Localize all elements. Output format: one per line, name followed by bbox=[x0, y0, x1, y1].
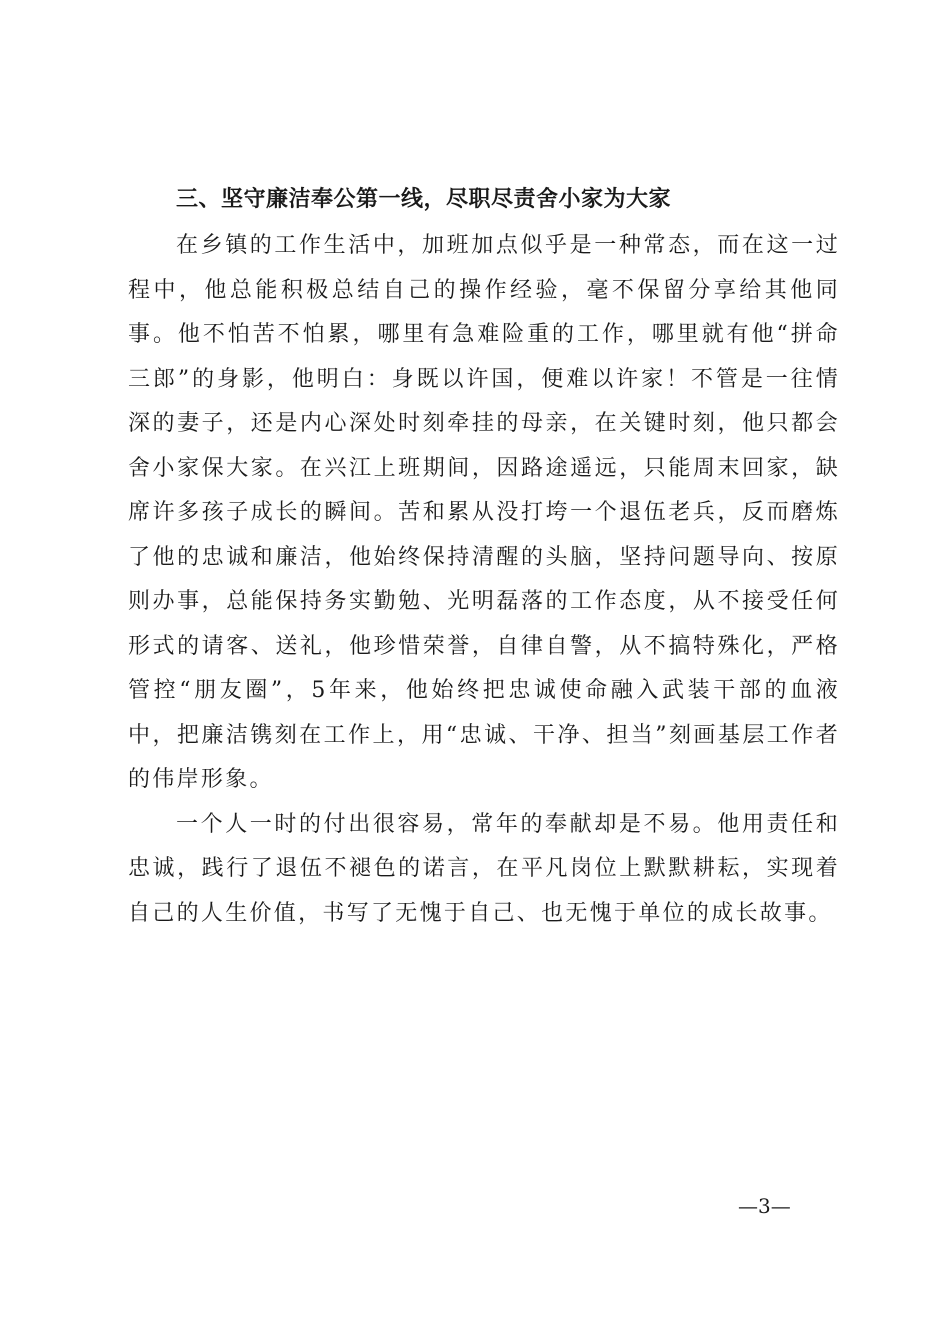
section-heading: 三、坚守廉洁奉公第一线，尽职尽责舍小家为大家 bbox=[176, 187, 672, 212]
body-paragraph: 在乡镇的工作生活中，加班加点似乎是一种常态，而在这一过程中，他总能积极总结自己的操作经验，毫不保留分享给其他同事。他不怕苦不怕累，哪里有急难险重的工作，哪里就有他“拼命三郎”的身影，他明白：身既以许国，便难以许家！不管是一往情深的妻子，还是内心深处时刻牵挂的母亲，在关键时刻，他只都会舍小家保大家。在兴江上班期间，因路途遥远，只能周末回家，缺席许多孩子成长的瞬间。苦和累从没打垮一个退伍老兵，反而磨炼了他的忠诚和廉洁，他始终保持清醒的头脑，坚持问题导向、按原则办事，总能保持务实勤勉、光明磊落的工作态度，从不接受任何形式的请客、送礼，他珍惜荣誉，自律自警，从不搞特殊化，严格管控“朋友圈”，5年来，他始终把忠诚使命融入武装干部的血液中，把廉洁镌刻在工作上，用“忠诚、干净、担当”刻画基层工作者的伟岸形象。 bbox=[128, 233, 840, 792]
page-number: —3— bbox=[738, 1194, 791, 1218]
document-body bbox=[128, 178, 840, 936]
body-paragraph: 一个人一时的付出很容易，常年的奉献却是不易。他用责任和忠诚，践行了退伍不褪色的诺言，在平凡岗位上默默耕耘，实现着自己的人生价值，书写了无愧于自己、也无愧于单位的成长故事。 bbox=[128, 811, 840, 926]
